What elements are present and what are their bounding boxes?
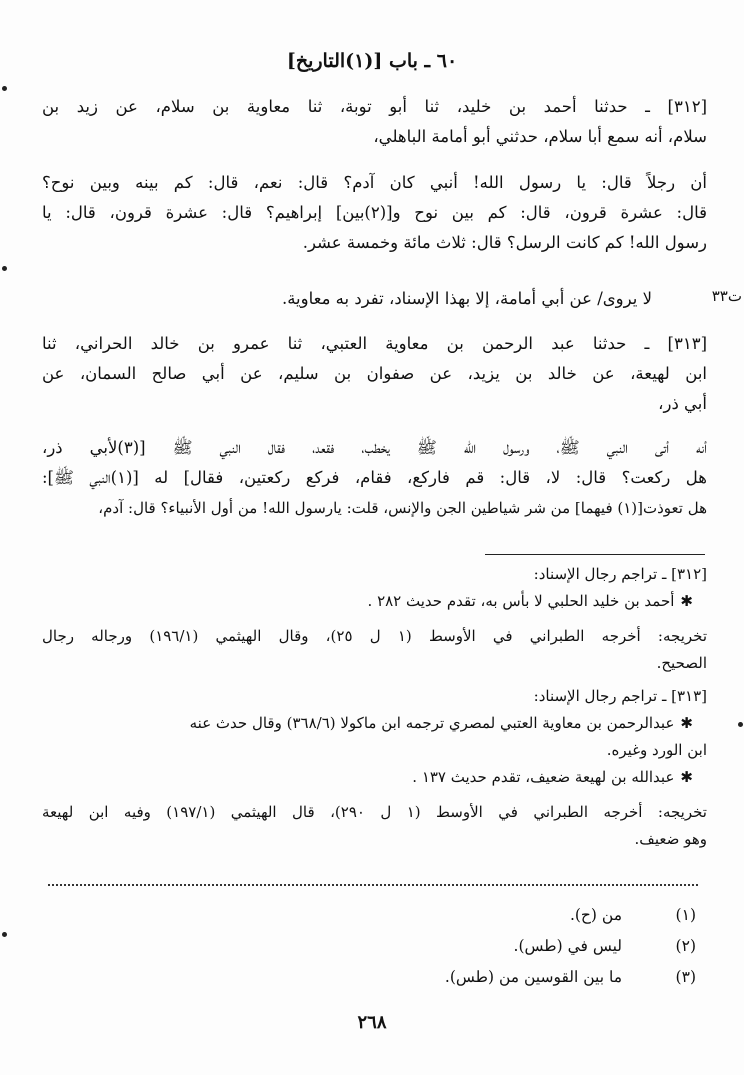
hadith-313-isnad-line3: أبي ذر، <box>658 394 707 413</box>
hadith-312-matn <box>42 168 707 258</box>
variant-note <box>0 931 744 962</box>
footnotes-312-takhrij-line2: الصحيح. <box>656 654 707 672</box>
hadith-313-isnad-line2: ابن لهيعة، عن خالد بن يزيد، عن صفوان بن سليم، عن أبي صالح السمان، عن <box>42 364 707 383</box>
hadith-312-isnad-line1: [٣١٢] ـ حدثنا أحمد بن خليد، ثنا أبو توبة، ثنا معاوية بن سلام، عن زيد بن <box>42 97 707 116</box>
notes-separator <box>48 884 698 886</box>
chapter-title: ٦٠ ـ باب [(١)التاريخ] <box>286 50 458 72</box>
footnotes-313-bullet2-text: عبدالله بن لهيعة ضعيف، تقدم حديث ١٣٧ . <box>412 768 675 786</box>
scan-speck <box>2 266 7 271</box>
footnotes-313-takhrij-line1: تخريجه: أخرجه الطبراني في الأوسط (١ ل ٢٩٠)، قال الهيثمي (١٩٧/١) وفيه ابن لهيعة <box>42 803 707 821</box>
footnotes-313-bullet1-line2: ابن الورد وغيره. <box>606 741 707 759</box>
hadith-313-matn-line2: هل ركعت؟ قال: لا، قال: قم فاركع، فقام، فركع ركعتين، فقال] له [(١)النبي ﷺ]: <box>42 468 707 487</box>
footnotes-312-takhrij-line1: تخريجه: أخرجه الطبراني في الأوسط (١ ل ٢٥)، وقال الهيثمي (١٩٦/١) ورجاله رجال <box>42 627 707 645</box>
variant-note <box>0 900 744 931</box>
asterisk-icon: ✱ <box>680 768 693 786</box>
footnotes-313 <box>42 683 707 853</box>
hadith-313-isnad <box>42 329 707 419</box>
variant-note-number: (١) <box>675 906 696 924</box>
hadith-312-isnad-line2: سلام، أنه سمع أبا سلام، حدثني أبو أمامة الباهلي، <box>373 127 707 146</box>
hadith-312-matn-line2: قال: عشرة قرون، قال: كم بين نوح و[(٢)بين] إبراهيم؟ قال: عشرة قرون، قال: يا <box>42 203 707 222</box>
variant-note <box>0 962 744 993</box>
variant-note-text: ليس في (طس). <box>513 937 622 955</box>
asterisk-icon: ✱ <box>680 592 693 610</box>
variant-note-text: من (ح). <box>569 906 622 924</box>
hadith-313-matn-line1: أنه أتى النبي ﷺ، ورسول الله ﷺ يخطب، فقعد، فقال النبي ﷺ [(٣)لأبي ذر، <box>42 438 707 457</box>
hadith-313-isnad-line1: [٣١٣] ـ حدثنا عبد الرحمن بن معاوية العتبي، ثنا عمرو بن خالد الحراني، ثنا <box>42 334 707 353</box>
hadith-313-matn <box>42 433 707 523</box>
variant-note-number: (٢) <box>675 937 696 955</box>
footnotes-313-bullet1 <box>42 710 707 737</box>
footnotes-312-bullet-text: أحمد بن خليد الحلبي لا بأس به، تقدم حديث ٢٨٢ . <box>367 592 675 610</box>
footnotes-313-bullet1-line1: عبدالرحمن بن معاوية العتبي لمصري ترجمه ابن ماكولا (٣٦٨/٦) وقال حدث عنه <box>189 714 675 732</box>
manuscript-folio-marker: ت٣٣ <box>711 287 742 305</box>
variant-note-number: (٣) <box>675 968 696 986</box>
variant-note-text: ما بين القوسين من (طس). <box>444 968 622 986</box>
hadith-312-isnad <box>42 92 707 152</box>
scan-speck <box>2 932 7 937</box>
scan-speck <box>738 722 743 727</box>
hadith-312-matn-line3: رسول الله! كم كانت الرسل؟ قال: ثلاث مائة وخمسة عشر. <box>302 233 707 252</box>
variant-notes <box>0 900 744 993</box>
hadith-312-remark <box>42 284 707 314</box>
scan-speck <box>2 86 7 91</box>
footnotes-312 <box>42 561 707 677</box>
hadith-312-remark-text: لا يروى/ عن أبي أمامة، إلا بهذا الإسناد، تفرد به معاوية. <box>281 289 652 308</box>
hadith-312-matn-line1: أن رجلاً قال: يا رسول الله! أنبي كان آدم؟ قال: نعم، قال: كم بينه وبين نوح؟ <box>42 173 707 192</box>
page-number: ٢٦٨ <box>357 1012 387 1033</box>
footnote-separator <box>485 554 705 555</box>
footnotes-313-bullet2 <box>42 764 707 791</box>
hadith-313-matn-line3: هل تعوذت[(١) فيهما] من شر شياطين الجن والإنس، قلت: يارسول الله! من أول الأنبياء؟ قال: آدم، <box>98 499 707 517</box>
asterisk-icon: ✱ <box>680 714 693 732</box>
footnotes-313-heading: [٣١٣] ـ تراجم رجال الإسناد: <box>533 687 707 705</box>
footnotes-312-heading: [٣١٢] ـ تراجم رجال الإسناد: <box>533 565 707 583</box>
footnotes-312-bullet <box>42 588 707 615</box>
footnotes-313-takhrij-line2: وهو ضعيف. <box>634 830 707 848</box>
